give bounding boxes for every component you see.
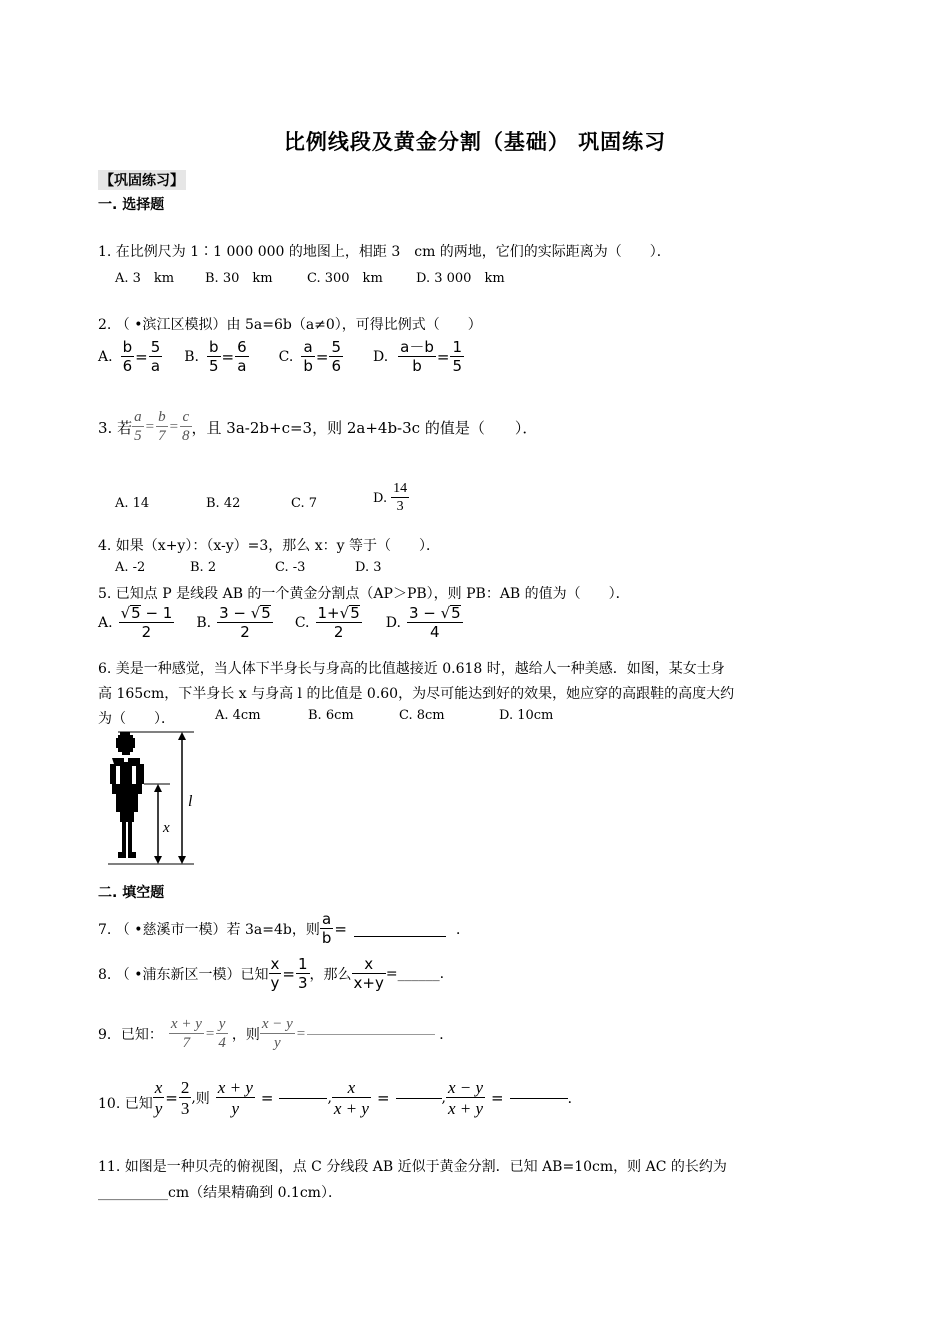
frac-denominator: x + y [333,1099,369,1118]
question-11-line-1: 11. 如图是一种贝壳的俯视图，点 C 分线段 AB 近似于黄金分割．已知 AB=10cm，则 AC 的长约为 [98,1159,727,1175]
question-3-option-c: C. 7 [291,496,318,511]
question-10-answer-blank-3[interactable] [510,1098,568,1099]
question-10-frac-3 [216,1079,255,1117]
question-1-option-c: C. 300 km [307,271,383,286]
question-3-frac-b [156,410,168,444]
frac-numerator: b [121,340,135,357]
question-7-suffix: ． [455,922,470,938]
question-2-option-c-label: C. [278,349,294,365]
question-2-a-frac-right [149,340,163,374]
frac-numerator: x + y [170,1016,202,1032]
question-8-answer-blank[interactable]: =______. [385,966,445,982]
question-5-option-a-frac [119,605,175,640]
question-4-option-d: D. 3 [355,560,382,575]
equals-sign: = [376,1089,390,1107]
question-6-line-3: 为（ ）． [98,711,175,727]
equals-sign: = [436,348,450,366]
equals-sign: = [169,418,179,435]
question-2-c-frac-left [301,340,315,374]
frac-denominator: 3 [396,499,404,514]
frac-denominator: y [231,1099,240,1118]
question-9-line [98,1017,453,1051]
question-3-option-b: B. 42 [206,496,241,511]
question-9-prefix: 9．已知： [98,1027,163,1043]
equals-sign: = [260,1089,274,1107]
equals-sign: = [296,1025,306,1042]
question-5-option-c-frac [316,605,362,640]
frac-denominator: b [321,929,332,947]
question-7-line [98,912,470,946]
question-1-option-a: A. 3 km [115,271,175,286]
radical-sign: √ [339,604,350,622]
question-9-answer-blank[interactable] [307,1034,435,1035]
frac-prefix: 3 − [219,604,251,622]
question-1-option-b: B. 30 km [205,271,273,286]
frac-denominator: 6 [122,357,133,375]
question-2-a-frac-left [121,340,135,374]
question-5-option-b-label: B. [196,614,212,631]
question-3-option-a: A. 14 [115,496,150,511]
frac-denominator: 5 [208,357,219,375]
frac-numerator: x − y [261,1016,293,1032]
question-11-line-2 [98,1182,342,1202]
frac-denominator: 3 [180,1099,190,1118]
frac-denominator: y [273,1035,281,1051]
radical-sign: √ [120,604,131,622]
question-5-option-c-label: C. [294,614,310,631]
question-2-c-frac-right [329,340,343,374]
question-3-prefix: 3. 若 [98,418,133,437]
question-6-line-1: 6. 美是一种感觉，当人体下半身长与身高的比值越接近 0.618 时，越给人一种美感．如图，某女士身 [98,661,725,677]
question-5-option-a-label: A. [98,614,113,631]
question-10-answer-blank-1[interactable] [279,1098,327,1099]
question-6-option-a: A. 4cm [215,708,261,723]
frac-denominator: 5 [452,357,463,375]
frac-denominator: y [270,974,280,992]
frac-prefix: 3 − [408,604,441,622]
figure-label-l: l [188,793,193,810]
equals-sign: = [165,1089,178,1107]
question-2-option-a-label: A. [98,349,113,365]
question-11-answer-blank[interactable]: __________ [98,1185,168,1201]
frac-numerator: 5 [150,338,161,356]
question-5-text: 5. 已知点 P 是线段 AB 的一个黄金分割点（AP＞PB），则 PB：AB 的值为（ ）． [98,586,630,602]
question-2-b-frac-right [235,340,249,374]
question-8-line [98,957,444,991]
page-title: 比例线段及黄金分割（基础） 巩固练习 [283,130,667,154]
frac-denominator: a [237,357,247,375]
section-fill-heading: 二. 填空题 [98,885,165,901]
question-3-option-d [373,482,409,514]
question-10-suffix: ． [567,1091,582,1107]
question-2-b-frac-left [207,340,221,374]
question-2-options [98,340,464,374]
frac-denominator: b [412,357,422,375]
question-3-frac-c [180,410,192,444]
frac-prefix: 1+ [317,604,340,622]
option-label: D. [373,490,388,506]
question-9-frac-3 [260,1017,295,1051]
frac-numerator: x [332,1079,371,1098]
equals-sign: = [315,348,329,366]
radical-sign: √ [440,604,451,622]
frac-numerator: y [216,1017,228,1034]
question-2-text: 2. （ •滨江区模拟）由 5a=6b（a≠0），可得比例式（ ） [98,317,482,333]
frac-denominator: 7 [158,428,166,444]
frac-numerator: 5 [331,338,341,356]
frac-numerator: c [180,410,192,427]
frac-denominator: 2 [141,623,152,641]
frac-numerator: x [270,955,280,973]
equals-sign: = [334,920,347,938]
frac-suffix: − 1 [140,604,173,622]
frac-denominator: 8 [182,428,190,444]
frac-numerator: x − y [447,1078,484,1097]
frac-denominator: 4 [218,1035,226,1051]
question-4-text: 4. 如果（x+y）：（x-y）=3，那么 x：y 等于（ ）． [98,538,440,554]
woman-height-figure [98,728,200,868]
question-5-option-d-frac [407,605,463,640]
question-3-frac-a [132,410,144,444]
question-8-frac-1 [269,957,282,991]
equals-sign: = [145,418,155,435]
question-7-answer-blank[interactable] [354,922,446,937]
frac-denominator: x+y [353,974,384,992]
equals-sign: = [221,348,235,366]
radicand: 5 [451,604,461,622]
question-10-frac-2 [179,1079,192,1117]
equals-sign: = [282,965,295,983]
frac-denominator: a [150,357,161,375]
question-1-option-d: D. 3 000 km [416,271,505,286]
frac-denominator: y [154,1099,163,1118]
figure-label-x: x [163,820,170,836]
question-9-frac-1 [169,1017,204,1051]
question-4-option-b: B. 2 [190,560,217,575]
frac-denominator: 2 [240,623,250,641]
frac-numerator: b [158,409,166,425]
frac-numerator: 1 [297,955,308,973]
question-6-line-2: 高 165cm，下半身长 x 与身高 l 的比值是 0.60，为尽可能达到好的效果，她应穿的高跟鞋的高度大约 [98,686,735,702]
frac-denominator: 7 [182,1035,191,1051]
frac-numerator: x + y [217,1078,253,1097]
radicand: 5 [261,604,271,622]
frac-denominator: 4 [430,623,440,641]
frac-numerator: a [320,912,334,929]
radicand: 5 [131,604,141,622]
frac-denominator: 6 [331,357,341,375]
frac-numerator: a [301,340,315,357]
equals-sign: = [491,1089,504,1107]
section-tag: 【巩固练习】 [98,170,186,190]
question-7-frac [320,912,334,946]
question-10-frac-1 [153,1079,165,1117]
question-6-option-c: C. 8cm [399,708,445,723]
question-3-suffix: ，且 3a-2b+c=3，则 2a+4b-3c 的值是（ ）． [191,418,538,437]
question-10-prefix: 10. 已知 [98,1096,153,1112]
frac-denominator: 5 [134,428,142,444]
comma: , [441,1090,446,1106]
question-5-options [98,605,463,640]
frac-numerator: x [352,957,386,974]
frac-numerator: b [207,340,221,357]
section-choice-heading: 一. 选择题 [98,197,165,213]
frac-numerator: 14 [393,481,408,496]
question-5-option-d-label: D. [385,614,401,631]
woman-silhouette-icon [110,732,144,858]
frac-numerator: 6 [237,338,247,356]
question-7-prefix: 7. （ •慈溪市一模）若 3a=4b，则 [98,922,320,938]
question-8-frac-2 [296,957,310,991]
question-3-line [98,410,537,444]
frac-numerator: 1 [452,338,463,356]
question-8-prefix: 8. （ •浦东新区一模）已知 [98,967,269,983]
question-8-mid: ，那么 [309,967,352,983]
question-9-frac-2 [216,1017,228,1051]
comma: , [327,1090,332,1106]
equals-sign: = [135,348,148,366]
frac-denominator: 3 [297,974,308,992]
comma: , [191,1090,196,1106]
question-10-then: 则 [195,1091,210,1107]
radicand: 5 [350,604,360,622]
question-2-option-b-label: B. [184,349,199,365]
question-5-option-b-frac [217,605,273,640]
question-1-text: 1. 在比例尺为 1∶1 000 000 的地图上，相距 3 cm 的两地，它们的实际距离为（ ）． [98,244,671,260]
question-11-line-2-text: cm（结果精确到 0.1cm）． [168,1185,342,1201]
radical-sign: √ [250,604,261,622]
question-10-frac-4 [332,1079,371,1117]
question-9-suffix: ． [439,1027,454,1043]
frac-numerator: a－b [400,338,434,356]
frac-numerator: a [134,409,142,425]
question-10-answer-blank-2[interactable] [396,1098,442,1099]
question-2-option-d-label: D. [372,349,389,365]
question-9-mid: ，则 [231,1027,260,1043]
frac-numerator: 2 [180,1078,190,1097]
frac-denominator: b [303,357,313,375]
question-6-option-d: D. 10cm [499,708,554,723]
question-3-option-d-frac [391,482,409,514]
question-8-frac-3 [352,957,386,991]
question-10-frac-5 [446,1079,485,1117]
question-4-option-a: A. -2 [115,560,146,575]
question-2-d-frac-left [398,340,436,374]
question-4-option-c: C. -3 [275,560,306,575]
frac-denominator: 2 [333,623,344,641]
frac-numerator: x [154,1078,163,1097]
question-10-line [98,1079,582,1117]
question-6-option-b: B. 6cm [308,708,354,723]
equals-sign: = [205,1025,215,1042]
frac-denominator: x + y [447,1099,484,1118]
question-2-d-frac-right [450,340,464,374]
